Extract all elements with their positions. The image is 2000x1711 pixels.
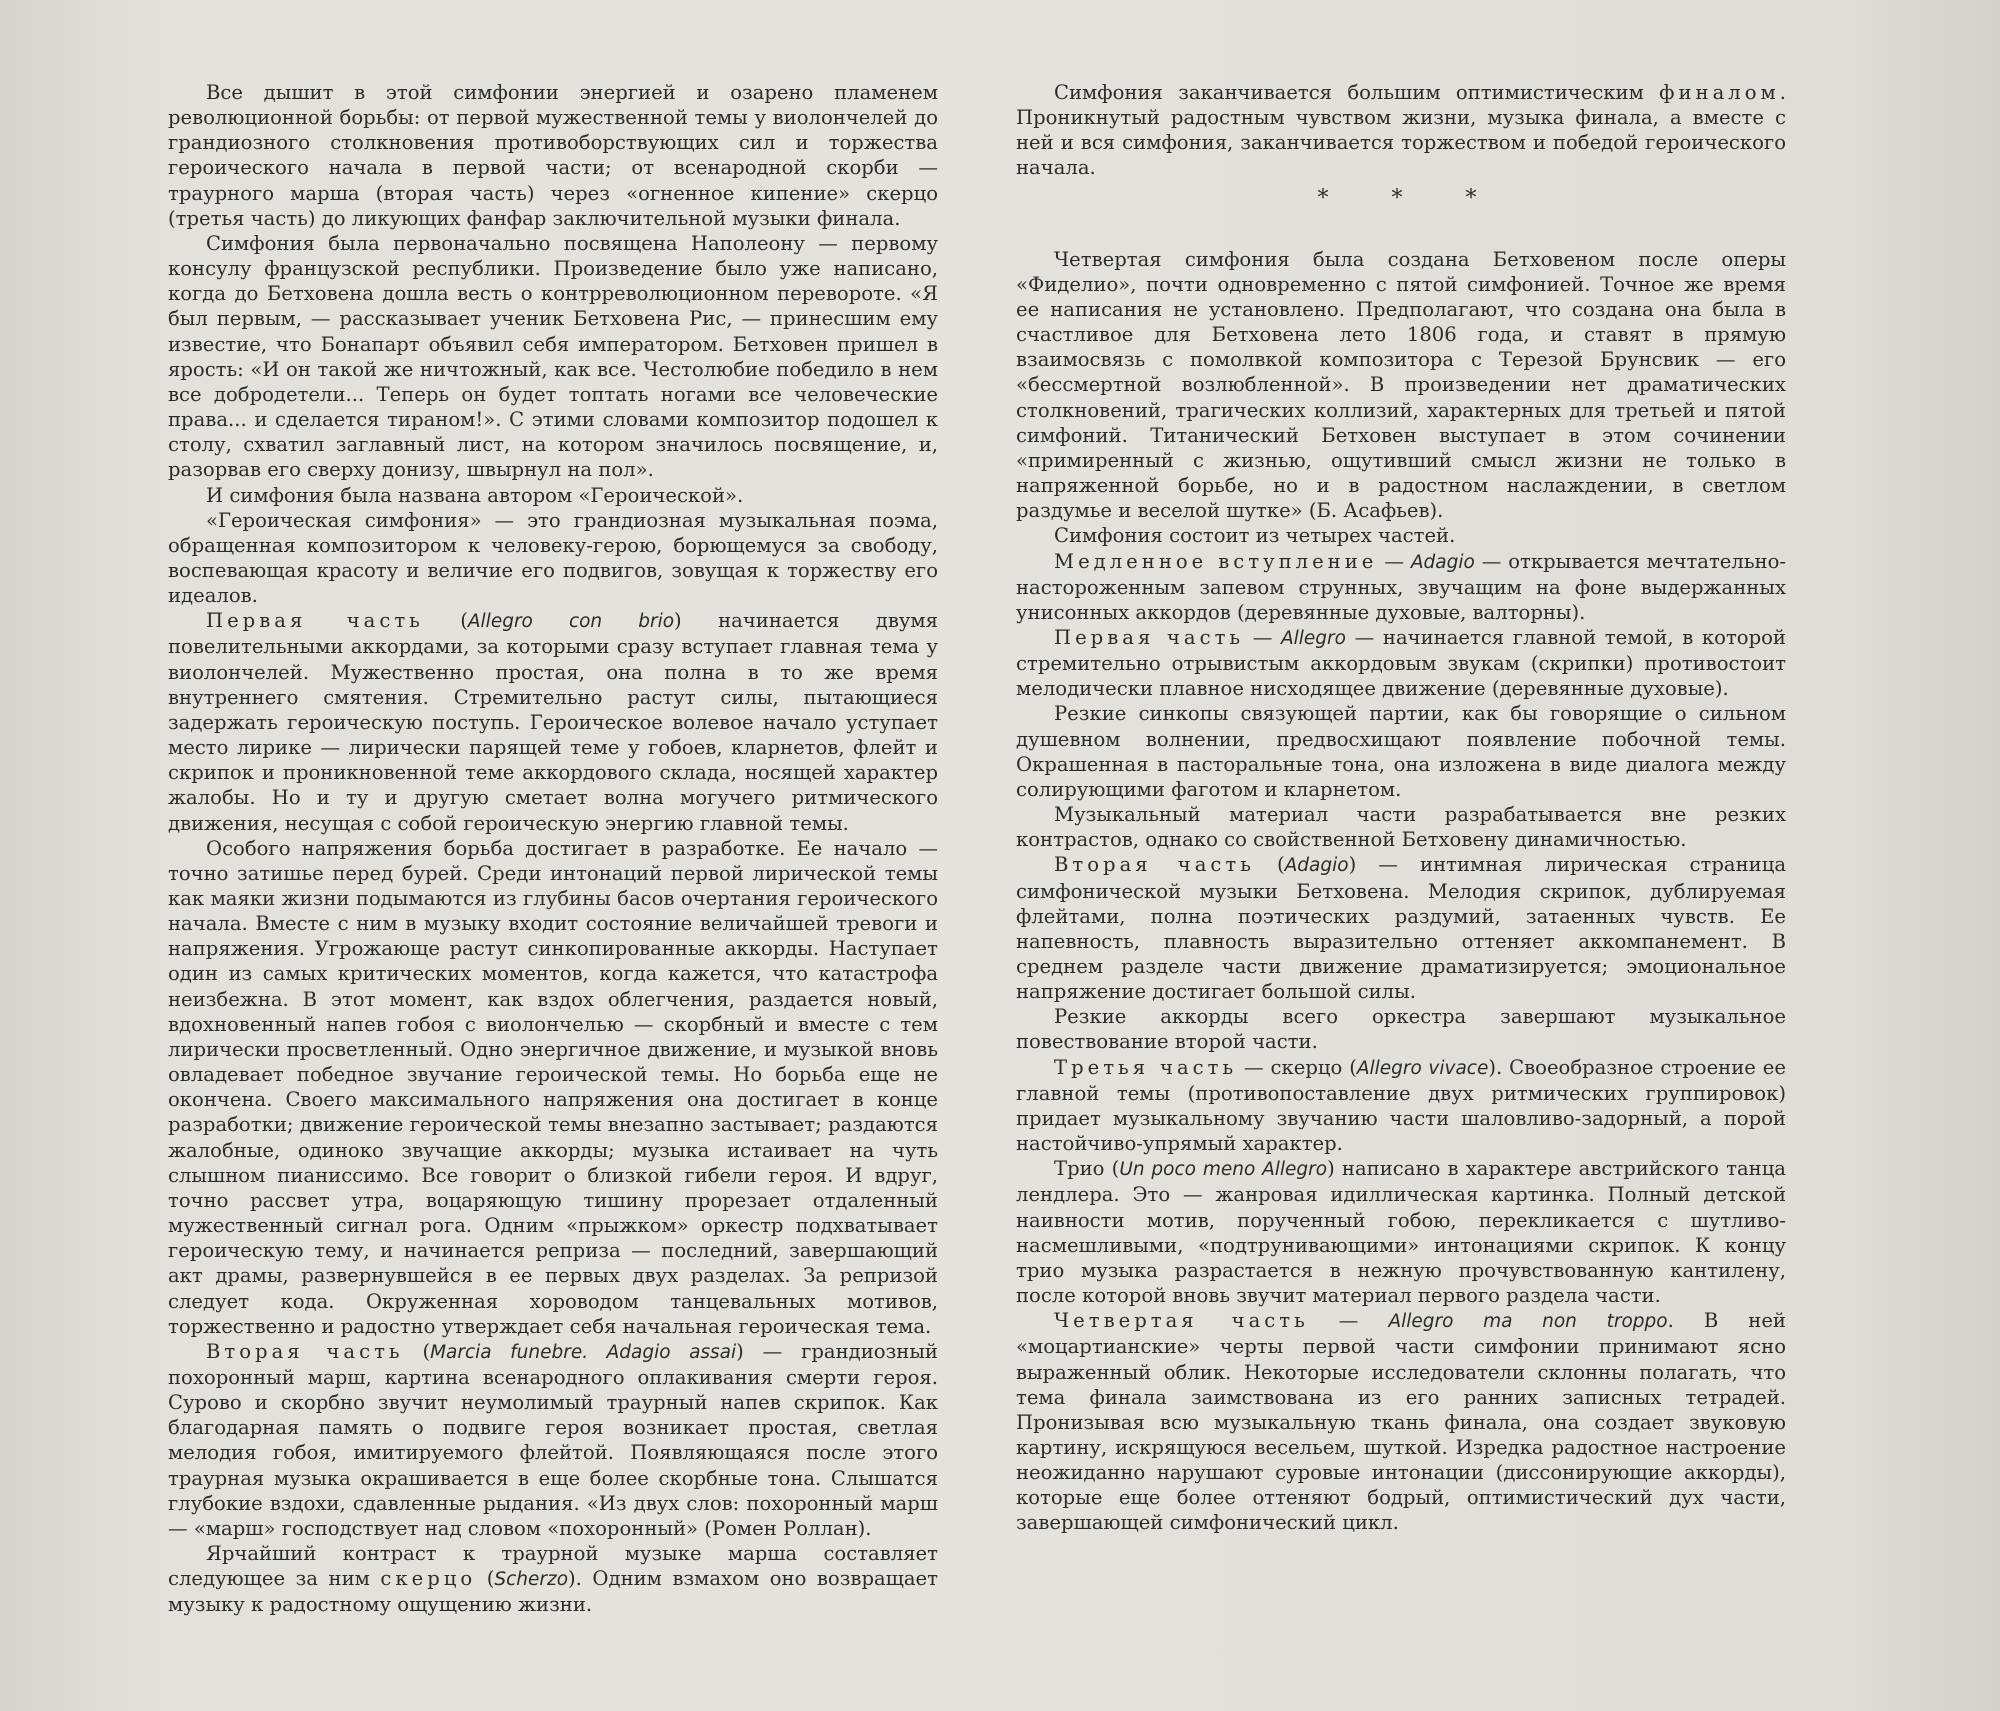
spaced-heading: Первая часть bbox=[206, 609, 424, 633]
paragraph: Особого напряжения борьба достигает в разработке. Ее начало — точно затишье перед бурей. Среди интонаций первой лирической темы как маяки жизни подымаются из глубины басов очертания героического начала. Вместе с ним в музыку входит состояние величайшей тревоги и напряжения. Угрожающе растут синкопированные аккорды. Наступает один из самых критических моментов, когда кажется, что катастрофа неизбежна. В этот момент, как вздох облегчения, раздается новый, вдохновенный напев гобоя с виолончелью — скорбный и вместе с тем лирически просветленный. Одно энергичное движение, и музыкой вновь овладевает победное звучание героической темы. Но борьба еще не окончена. Своего максимального напряжения она достигает в конце разработки; движение героической темы внезапно застывает; раздаются жалобные, одиноко звучащие аккорды; музыка истаивает на чуть слышном пианиссимо. Все говорит о близкой гибели героя. И вдруг, точно рассвет утра, воцаряющую тишину прорезает отдаленный мужественный сигнал рога. Одним «прыжком» оркестр подхватывает героическую тему, и начинается реприза — последний, завершающий акт драмы, развернувшейся в ее первых двух разделах. За репризой следует кода. Окруженная хороводом танцевальных мотивов, торжественно и радостно утверждает себя начальная героическая тема. bbox=[168, 836, 938, 1338]
spaced-heading: Вторая часть bbox=[206, 1339, 404, 1363]
right-column bbox=[1016, 80, 1786, 1536]
spaced-heading: скерцо bbox=[380, 1567, 477, 1591]
paragraph: Резкие аккорды всего оркестра завершают музыкальное повествование второй части. bbox=[1016, 1005, 1786, 1054]
tempo-marking: Allegro ma non troppo bbox=[1388, 1311, 1668, 1333]
paragraph: Вторая часть (Adagio) — интимная лирическая страница симфонической музыки Бетховена. Мелодия скрипок, дублируемая флейтами, полна поэтических раздумий, затаенных чувств. Ее напевность, плавность выразительно оттеняет аккомпанемент. В среднем разделе части движение драматизируется; эмоциональное напряжение достигает большой силы. bbox=[1016, 853, 1786, 1004]
paragraph: Вторая часть (Marcia funebre. Adagio assai) — грандиозный похоронный марш, картина всенародного оплакивания смерти героя. Сурово и скорбно звучит неумолимый траурный напев скрипок. Как благодарная память о подвиге героя возникает простая, светлая мелодия гобоя, имитируемого флейтой. Появляющаяся после этого траурная музыка окрашивается в еще более скорбные тона. Слышатся глубокие вздохи, сдавленные рыдания. «Из двух слов: похоронный марш — «марш» господствует над словом «похоронный» (Ромен Роллан). bbox=[168, 1339, 938, 1540]
tempo-marking: Scherzo bbox=[494, 1569, 569, 1591]
spaced-heading: Четвертая часть bbox=[1054, 1309, 1309, 1333]
paragraph: Все дышит в этой симфонии энергией и озарено пламенем революционной борьбы: от первой мужественной темы у виолончелей до грандиозного столкновения противоборствующих сил и торжества героического начала в первой части; от всенародной скорби — траурного марша (вторая часть) через «огненное кипение» скерцо (третья часть) до ликующих фанфар заключительной музыки финала. bbox=[168, 81, 938, 230]
spaced-heading: Вторая часть bbox=[1054, 853, 1255, 877]
paragraph: Трио (Un poco meno Allegro) написано в характере австрийского танца лендлера. Это — жанровая идиллическая картинка. Полный детской наивности мотив, порученный гобою, перекликается с шутливо-насмешливыми, «подтрунивающими» интонациями скрипок. К концу трио музыка разрастается в нежную прочувствованную кантилену, после которой вновь звучит материал первого раздела части. bbox=[1016, 1157, 1786, 1308]
paragraph: Первая часть (Allegro con brio) начинается двумя повелительными аккордами, за которыми сразу вступает главная тема у виолончелей. Мужественно простая, она полна в то же время внутреннего смятения. Стремительно растут силы, пытающиеся задержать героическую поступь. Героическое волевое начало уступает место лирике — лирически парящей теме у гобоев, кларнетов, флейт и скрипок и проникновенной теме аккордового склада, носящей характер жалобы. Но и ту и другую сметает волна могучего ритмического движения, несущая с собой героическую энергию главной темы. bbox=[168, 609, 938, 835]
paragraph: Симфония состоит из четырех частей. bbox=[1054, 524, 1456, 548]
paragraph: Первая часть — Allegro — начинается главной темой, в которой стремительно отрывистым аккордовым звукам (скрипки) противостоит мелодически плавное нисходящее движение (деревянные духовые). bbox=[1016, 625, 1786, 701]
paragraph: Музыкальный материал части разрабатывается вне резких контрастов, однако со свойственной Бетховену динамичностью. bbox=[1016, 803, 1786, 852]
spaced-heading: финалом bbox=[1659, 81, 1780, 104]
section-separator: * * * bbox=[1317, 185, 1505, 211]
paragraph: И симфония была названа автором «Героической». bbox=[206, 483, 744, 507]
paragraph: «Героическая симфония» — это грандиозная музыкальная поэма, обращенная композитором к человеку-герою, борющемуся за свободу, воспевающая красоту и величие его подвигов, зовущая к торжеству его идеалов. bbox=[168, 508, 938, 608]
tempo-marking: Adagio bbox=[1284, 855, 1349, 877]
spaced-heading: Первая часть bbox=[1054, 625, 1245, 649]
spaced-heading: Третья часть bbox=[1054, 1055, 1238, 1079]
tempo-marking: Allegro con brio bbox=[467, 611, 675, 633]
paragraph: Симфония заканчивается большим оптимистическим финалом. Проникнутый радостным чувством жизни, музыка финала, а вместе с ней и вся симфония, заканчивается торжеством и победой героического начала. bbox=[1016, 81, 1786, 180]
tempo-marking: Allegro bbox=[1280, 627, 1346, 649]
spaced-heading: Медленное вступление bbox=[1054, 549, 1378, 573]
paragraph: Четвертая часть — Allegro ma non troppo. В ней «моцартианские» черты первой части симфонии принимают ясно выраженный облик. Некоторые исследователи склонны полагать, что тема финала заимствована из его ранних записных тетрадей. Пронизывая всю музыкальную ткань финала, она создает звуковую картину, искрящуюся весельем, шуткой. Изредка радостное настроение неожиданно нарушают суровые интонации (диссонирующие аккорды), которые еще более оттеняют бодрый, оптимистический дух части, завершающей симфонический цикл. bbox=[1016, 1309, 1786, 1535]
paragraph: Резкие синкопы связующей партии, как бы говорящие о сильном душевном волнении, предвосхищают появление побочной темы. Окрашенная в пасторальные тона, она изложена в виде диалога между солирующими фаготом и кларнетом. bbox=[1016, 702, 1786, 801]
paragraph: Четвертая симфония была создана Бетховеном после оперы «Фиделио», почти одновременно с пятой симфонией. Точное же время ее написания не установлено. Предполагают, что создана она была в счастливое для Бетховена лето 1806 года, и ставят в прямую взаимосвязь с помолвкой композитора с Терезой Брунсвик — его «бессмертной возлюбленной». В произведении нет драматических столкновений, трагических коллизий, характерных для третьей и пятой симфоний. Титанический Бетховен выступает в этом сочинении «примиренный с жизнью, ощутивший смысл жизни не только в напряженной борьбе, но и в радостном наслаждении, в светлом раздумье и веселой шутке» (Б. Асафьев). bbox=[1016, 247, 1786, 523]
tempo-marking: Allegro vivace bbox=[1356, 1057, 1489, 1079]
paragraph: Симфония была первоначально посвящена Наполеону — первому консулу французской республики. Произведение было уже написано, когда до Бетховена дошла весть о контрреволюционном перевороте. «Я был первым, — рассказывает ученик Бетховена Рис, — принесшим ему известие, что Бонапарт объявил себя императором. Бетховен пришел в ярость: «И он такой же ничтожный, как все. Честолюбие победило в нем все добродетели... Теперь он будет топтать ногами все человеческие права... и сделается тираном!». С этими словами композитор подошел к столу, схватил заглавный лист, на котором значилось посвящение, и, разорвав его сверху донизу, швырнул на пол». bbox=[168, 231, 938, 482]
paragraph: Медленное вступление — Adagio — открывается мечтательно-настороженным запевом струнных, звучащим на фоне выдержанных унисонных аккордов (деревянные духовые, валторны). bbox=[1016, 549, 1786, 624]
paragraph: Третья часть — скерцо (Allegro vivace). Своеобразное строение ее главной темы (противопоставление двух ритмических группировок) придает музыкальному звучанию части шаловливо-задорный, а порой настойчиво-упрямый характер. bbox=[1016, 1055, 1786, 1156]
tempo-marking: Un poco meno Allegro bbox=[1119, 1159, 1328, 1181]
left-column bbox=[168, 80, 938, 1618]
tempo-marking: Marcia funebre. Adagio assai bbox=[430, 1341, 737, 1363]
paragraph: Ярчайший контраст к траурной музыке марша составляет следующее за ним скерцо (Scherzo). Одним взмахом оно возвращает музыку к радостному ощущению жизни. bbox=[168, 1542, 938, 1617]
tempo-marking: Adagio bbox=[1410, 551, 1475, 573]
